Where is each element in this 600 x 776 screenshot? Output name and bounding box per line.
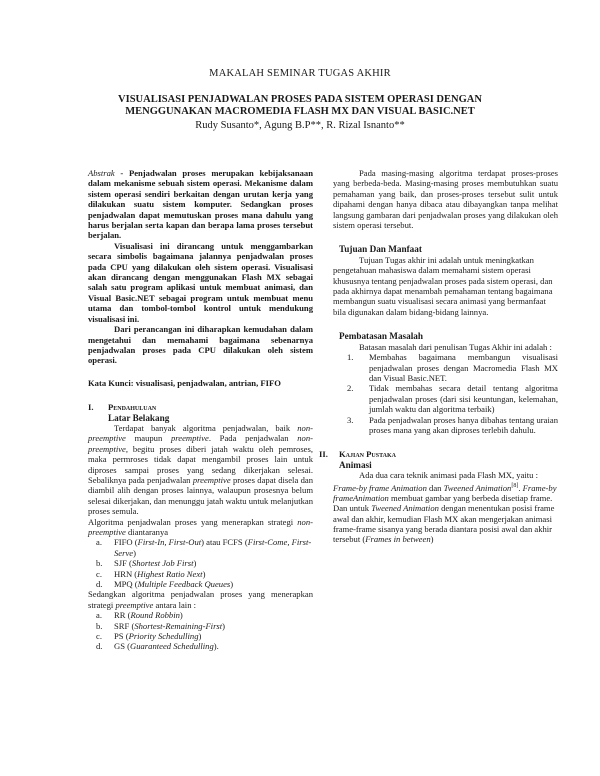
section-2-heading <box>319 449 558 459</box>
abstract-p3: Dari perancangan ini diharapkan kemudahan dalam mengetahui dan memahami bagaimana sebenarnya penjadwalan proses pada CPU dilakukan oleh sistem operasi. <box>88 324 313 366</box>
t: Terdapat banyak algoritma penjadwalan, baik <box>114 422 298 433</box>
list-item <box>347 415 558 436</box>
subsection-pembatasan: Pembatasan Masalah <box>339 331 423 342</box>
batasan-list <box>333 352 558 435</box>
t: c. <box>96 631 102 642</box>
t: MPQ ( <box>114 579 138 590</box>
t: a. <box>96 610 102 621</box>
t: Shortest-Remaining-First <box>134 620 223 631</box>
t: 3. <box>347 414 354 425</box>
section-1-title: Pendahuluan <box>108 402 157 413</box>
preemptive-list <box>88 610 313 652</box>
t: ) <box>230 579 234 590</box>
t: Algoritma penjadwalan proses yang menerapkan strategi <box>88 516 298 527</box>
t: First-Come, First-Serve <box>114 537 312 558</box>
t: d. <box>96 579 103 590</box>
subsection-latar-belakang: Latar Belakang <box>108 412 170 423</box>
subsection-animasi: Animasi <box>339 459 372 470</box>
t: ) <box>222 620 226 631</box>
t: Guaranteed Schedulling <box>130 641 214 652</box>
title-line-1: VISUALISASI PENJADWALAN PROSES PADA SISTEM OPERASI DENGAN <box>118 94 482 105</box>
list-item <box>96 569 313 579</box>
t: b. <box>96 620 103 631</box>
t: Highest Ratio Next <box>137 568 203 579</box>
section-1-number: I. <box>88 402 94 413</box>
intro-paragraph-1 <box>88 423 313 517</box>
t: ) <box>179 610 183 621</box>
authors: Rudy Susanto*, Agung B.P**, R. Rizal Isnanto** <box>195 120 405 131</box>
t: maupun <box>125 433 171 444</box>
t: Tweened Animation <box>443 482 512 493</box>
t: SRF ( <box>114 620 135 631</box>
t: Membahas bagaimana membangun visualisasi penjadwalan proses dengan Macromedia Flash MX dan Visual Basic.NET. <box>369 352 558 383</box>
tujuan-paragraph: Tujuan Tugas akhir ini adalah untuk meningkatkan pengetahuan mahasiswa dalam memahami sistem operasi khususnya tentang penjadwalan proses pada sistem operasi, dan pada akhirnya dapat menambah pemahaman tentang bagaimana membangun suatu visualisasi secara animasi yang bermanfaat bila digunakan dalam bidang-bidang lainnya. <box>333 254 553 317</box>
t: b. <box>96 558 103 569</box>
title-line-2: MENGGUNAKAN MACROMEDIA FLASH MX DAN VISUAL BASIC.NET <box>125 106 475 117</box>
citation: [8] <box>511 482 519 489</box>
section-2-number: II. <box>319 449 328 460</box>
t: Round Robbin <box>130 610 180 621</box>
abstract-p1 <box>88 168 313 241</box>
right-column <box>319 168 558 545</box>
t: Tidak membahas secara detail tentang algoritma penjadwalan proses (dari sisi keuntungan, kelemahan, jumlah waktu dan algoritma terbaik) <box>369 383 558 415</box>
t: a. <box>96 537 102 548</box>
t: Ada dua cara teknik animasi pada Flash MX, yaitu : <box>359 470 538 481</box>
abstract-p1-text: - Penjadwalan proses merupakan kebijaksanaan dalam mekanisme sebuah sistem operasi. Mekanisme dalam sistem operasi sendiri berkaitan dengan urutan kerja yang dilakukan suatu sistem komputer. Sedangkan proses penjadwalan dapat memutuskan proses mana dahulu yang harus berjalan serta kapan dan berapa lama proses tersebut berjalan. <box>88 168 313 241</box>
list-item <box>96 631 313 641</box>
subsection-tujuan: Tujuan Dan Manfaat <box>339 244 422 255</box>
abstract-p2: Visualisasi ini dirancang untuk menggambarkan secara simbolis bagaimana jalannya penjadwalan proses pada CPU yang dilakukan oleh sistem operasi. Visualisasi akan dirancang dengan menggunakan Flash MX sebagai salah satu program aplikasi untuk membuat animasi, dan Visual Basic.NET sebagai program untuk membuat menu utama dan tombol-tombol kontrol untuk mendukung visualisasi ini. <box>88 240 313 324</box>
t: , begitu proses diberi jatah waktu oleh pemroses, maka permroses tidak dapat mengambil proses lain untuk diproses sampai proses yang sedang dikerjakan selesai. Sebaliknya pada penjadwalan <box>88 443 313 485</box>
list-item <box>96 558 313 568</box>
t: membuat gambar yang berbeda disetiap frame. Dan untuk <box>333 492 553 514</box>
t: preemptive <box>192 474 231 485</box>
list-item <box>96 621 313 631</box>
t: RR ( <box>114 610 131 621</box>
t: diantaranya <box>125 527 169 537</box>
list-item <box>347 352 558 383</box>
t: ) <box>198 631 202 642</box>
t: preemptive <box>115 599 154 610</box>
list-item <box>347 383 558 414</box>
t: ). <box>213 641 219 652</box>
t: . Pada penjadwalan <box>208 433 298 444</box>
t: ) atau FCFS ( <box>201 537 248 548</box>
intro-paragraph-2 <box>88 517 313 538</box>
t: ) <box>193 558 197 569</box>
t: ) <box>202 568 206 579</box>
paper-title <box>0 94 600 118</box>
t: Frame-by frameAnimation <box>333 482 557 503</box>
t: proses dapat disela dan diambil alih dengan proses lainnya, walaupun prosesnya belum selesai dikerjakan, dan menunggu jatah waktu untuk melanjutkan proses semula. <box>88 474 313 517</box>
t: dengan menentukan posisi frame awal dan akhir, kemudian Flash MX akan mengerjakan animasi frame-frame sisanya yang berada diantara posisi awal dan akhir tersebut ( <box>333 503 555 545</box>
animasi-paragraph <box>333 470 558 545</box>
t: ) <box>133 547 136 558</box>
t: non-preemptive <box>88 433 313 454</box>
t: Sedangkan algoritma penjadwalan proses yang menerapkan strategi <box>88 589 313 610</box>
t: Priority Schedulling <box>128 631 199 642</box>
t: Frame-by frame Animation <box>333 482 427 493</box>
right-intro-paragraph: Pada masing-masing algoritma terdapat proses-proses yang berbeda-beda. Masing-masing proses membutuhkan suatu pemahaman yang baik, dan proses-proses tersebut sulit untuk dipahami dengan hanya dibaca atau dibayangkan tanpa melihat langsung gambaran dari penjadwalan proses yang dilakukan oleh sistem operasi tersebut. <box>333 168 558 231</box>
t: GS ( <box>114 641 130 652</box>
t: Shortest Job First <box>131 558 194 569</box>
section-2-title: Kajian Pustaka <box>339 449 396 460</box>
t: Frames in between <box>365 534 431 545</box>
t: d. <box>96 641 103 652</box>
t: Multiple Feedback Queues <box>137 579 231 590</box>
t: Pada penjadwalan proses hanya dibahas tentang uraian proses mana yang akan diproses terlebih dahulu. <box>369 414 558 435</box>
list-item <box>96 610 313 620</box>
t: 2. <box>347 383 354 394</box>
list-item <box>96 579 313 589</box>
list-item <box>96 641 313 651</box>
section-1-heading <box>88 402 313 412</box>
t: dan <box>426 482 444 493</box>
t: ) <box>430 534 434 545</box>
batasan-intro: Batasan masalah dari penulisan Tugas Akhir ini adalah : <box>359 341 552 352</box>
intro-paragraph-3 <box>88 589 313 610</box>
t: FIFO ( <box>114 537 138 548</box>
t: SJF ( <box>114 558 132 569</box>
t: 1. <box>347 352 354 363</box>
t: PS ( <box>114 631 129 642</box>
seminar-heading: MAKALAH SEMINAR TUGAS AKHIR <box>209 68 391 79</box>
t: preemptive <box>170 433 209 444</box>
left-column <box>88 168 313 652</box>
t: . <box>518 482 523 493</box>
keywords: Kata Kunci: visualisasi, penjadwalan, antrian, FIFO <box>88 377 281 388</box>
t: First-In, First-Out <box>137 537 202 548</box>
t: non-preemptive <box>88 422 313 444</box>
t: HRN ( <box>114 568 138 579</box>
t: c. <box>96 568 102 579</box>
t: antara lain : <box>153 599 197 610</box>
non-preemptive-list <box>88 537 313 589</box>
t: non-preemptive <box>88 516 313 537</box>
abstract-label: Abstrak <box>88 168 115 178</box>
list-item <box>96 537 313 558</box>
t: Tweened Animation <box>371 503 439 514</box>
